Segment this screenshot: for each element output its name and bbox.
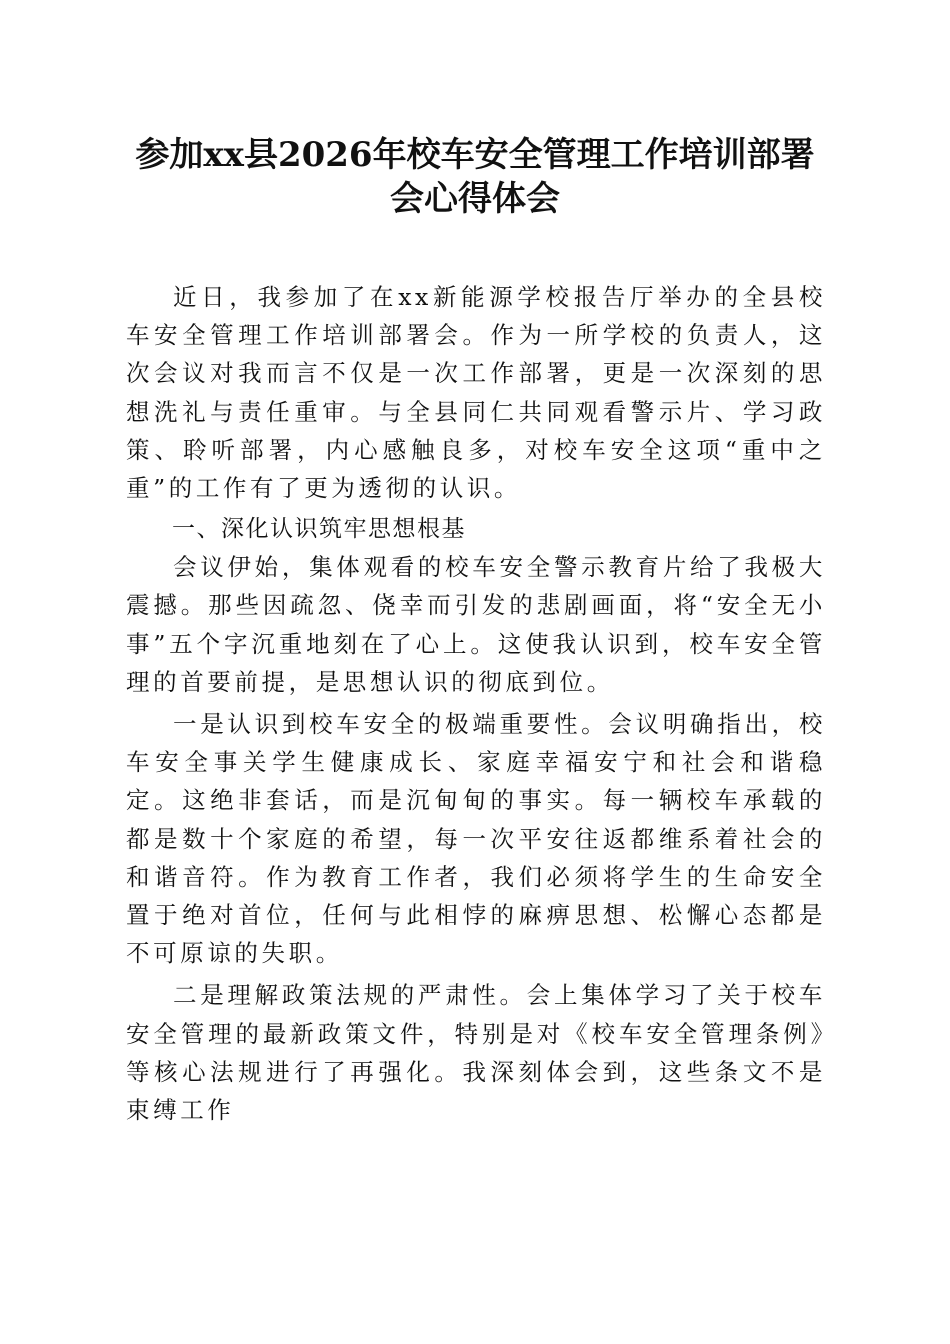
intro-paragraph: 近日，我参加了在xx新能源学校报告厅举办的全县校车安全管理工作培训部署会。作为一所学校的负责人，这次会议对我而言不仅是一次工作部署，更是一次深刻的思想洗礼与责任重审。与全县同仁共同观看警示片、学习政策、聆听部署，内心感触良多，对校车安全这项“重中之重”的工作有了更为透彻的认识。 [126, 283, 826, 503]
point-2-lead: 二是理解政策法规的严肃性。 [173, 981, 527, 1010]
point-1-lead: 一是认识到校车安全的极端重要性。 [173, 710, 609, 739]
point-2-paragraph [126, 976, 826, 1129]
point-1-text: 会议明确指出，校车安全事关学生健康成长、家庭幸福安宁和社会和谐稳定。这绝非套话，而是沉甸甸的事实。每一辆校车承载的都是数十个家庭的希望，每一次平安往返都维系着社会的和谐音符。作为教育工作者，我们必须将学生的生命安全置于绝对首位，任何与此相悖的麻痹思想、松懈心态都是不可原谅的失职。 [126, 710, 826, 968]
document-body [126, 278, 826, 1129]
point-2-text: 会上集体学习了关于校车安全管理的最新政策文件，特别是对《校车安全管理条例》等核心法规进行了再强化。我深刻体会到，这些条文不是束缚工作 [126, 981, 826, 1125]
title-line-2: 会心得体会 [390, 179, 560, 219]
document-title [105, 133, 845, 221]
point-1-paragraph [126, 705, 826, 972]
section-1-heading: 一、深化认识筑牢思想根基 [172, 516, 466, 543]
title-line-1: 参加xx县2026年校车安全管理工作培训部署 [135, 135, 815, 175]
section-1-intro-paragraph: 会议伊始，集体观看的校车安全警示教育片给了我极大震撼。那些因疏忽、侥幸而引发的悲剧画面，将“安全无小事”五个字沉重地刻在了心上。这使我认识到，校车安全管理的首要前提，是思想认识的彻底到位。 [126, 553, 826, 696]
